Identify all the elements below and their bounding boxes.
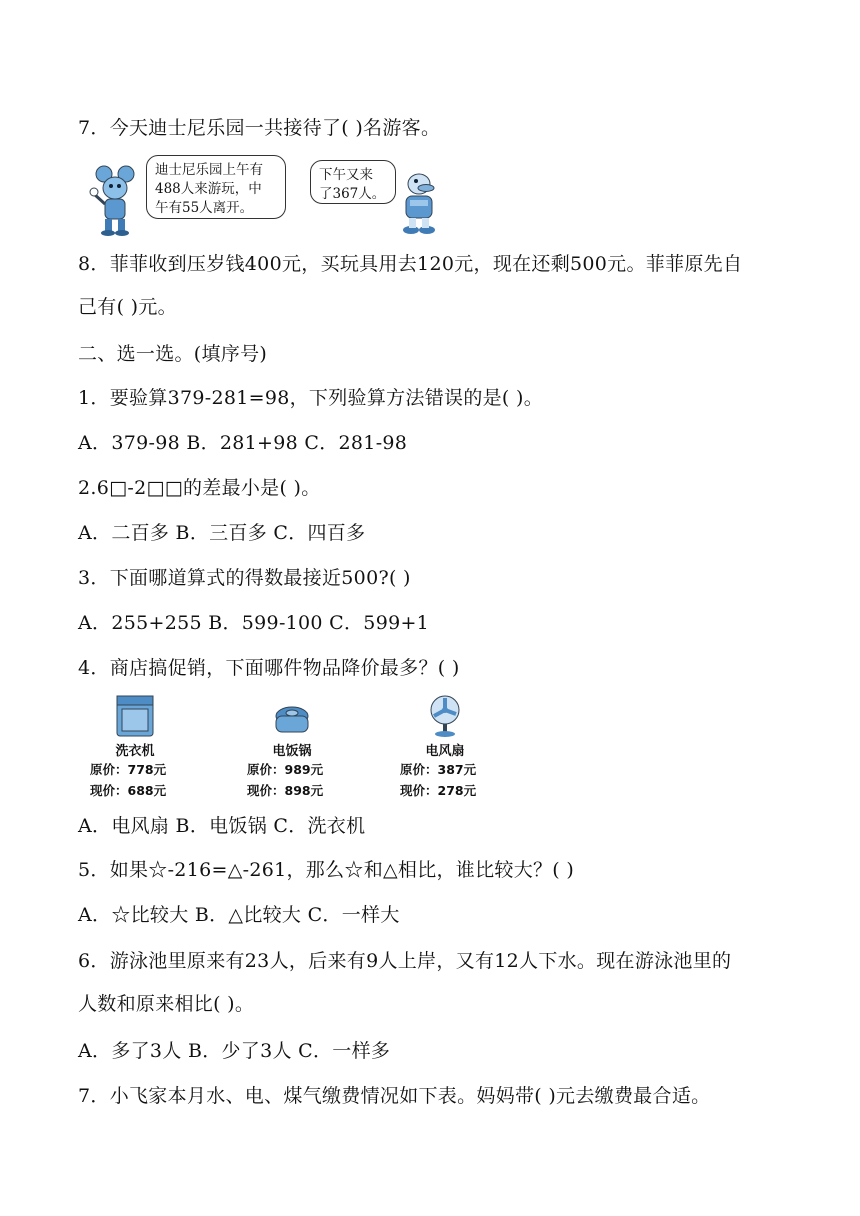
question-8-line1: 8．菲菲收到压岁钱400元，买玩具用去120元，现在还剩500元。菲菲原先自 [78, 253, 743, 275]
question-7: 7．今天迪士尼乐园一共接待了( )名游客。 [78, 117, 441, 139]
section-heading: 二、选一选。(填序号) [78, 343, 268, 365]
product-washing-machine [90, 694, 180, 801]
product-name: 电饭锅 [272, 744, 312, 759]
question-8-line2: 己有( )元。 [78, 296, 177, 318]
product-name: 电风扇 [425, 744, 465, 759]
current-price: 现价：688元 [90, 783, 167, 798]
choice-question-3: 3．下面哪道算式的得数最接近500?( ) [78, 567, 411, 589]
choice-question-5: 5．如果☆-216=△-261，那么☆和△相比，谁比较大？( ) [78, 859, 575, 881]
original-price: 原价：778元 [90, 762, 167, 777]
rice-cooker-icon [272, 704, 312, 738]
duck-character-icon [394, 170, 444, 236]
choice-question-6-line2: 人数和原来相比( )。 [78, 993, 255, 1015]
choice-question-4: 4．商店搞促销，下面哪件物品降价最多？( ) [78, 657, 460, 679]
current-price: 现价：898元 [247, 783, 324, 798]
product-name: 洗衣机 [115, 744, 155, 759]
product-rice-cooker [247, 704, 337, 801]
original-price: 原价：989元 [247, 762, 324, 777]
washing-machine-icon [115, 694, 155, 738]
current-price: 现价：278元 [400, 783, 477, 798]
mouse-character-icon [88, 164, 144, 236]
choice-options-3: A．255+255 B．599-100 C．599+1 [78, 612, 430, 634]
product-electric-fan [400, 694, 490, 801]
choice-options-1: A．379-98 B．281+98 C．281-98 [78, 432, 408, 454]
electric-fan-icon [425, 694, 465, 738]
speech-bubble-left: 迪士尼乐园上午有 488人来游玩，中 午有55人离开。 [146, 155, 286, 219]
choice-question-1: 1．要验算379-281=98，下列验算方法错误的是( )。 [78, 387, 544, 409]
speech-bubble-right: 下午又来 了367人。 [310, 160, 396, 204]
choice-question-6-line1: 6．游泳池里原来有23人，后来有9人上岸，又有12人下水。现在游泳池里的 [78, 950, 732, 972]
choice-options-2: A．二百多 B．三百多 C．四百多 [78, 522, 366, 544]
original-price: 原价：387元 [400, 762, 477, 777]
choice-question-2: 2.6□-2□□的差最小是( )。 [78, 477, 321, 499]
choice-options-4: A．电风扇 B．电饭锅 C．洗衣机 [78, 815, 366, 837]
choice-question-7: 7．小飞家本月水、电、煤气缴费情况如下表。妈妈带( )元去缴费最合适。 [78, 1085, 711, 1107]
choice-options-5: A．☆比较大 B．△比较大 C．一样大 [78, 904, 400, 926]
choice-options-6: A．多了3人 B．少了3人 C．一样多 [78, 1040, 391, 1062]
